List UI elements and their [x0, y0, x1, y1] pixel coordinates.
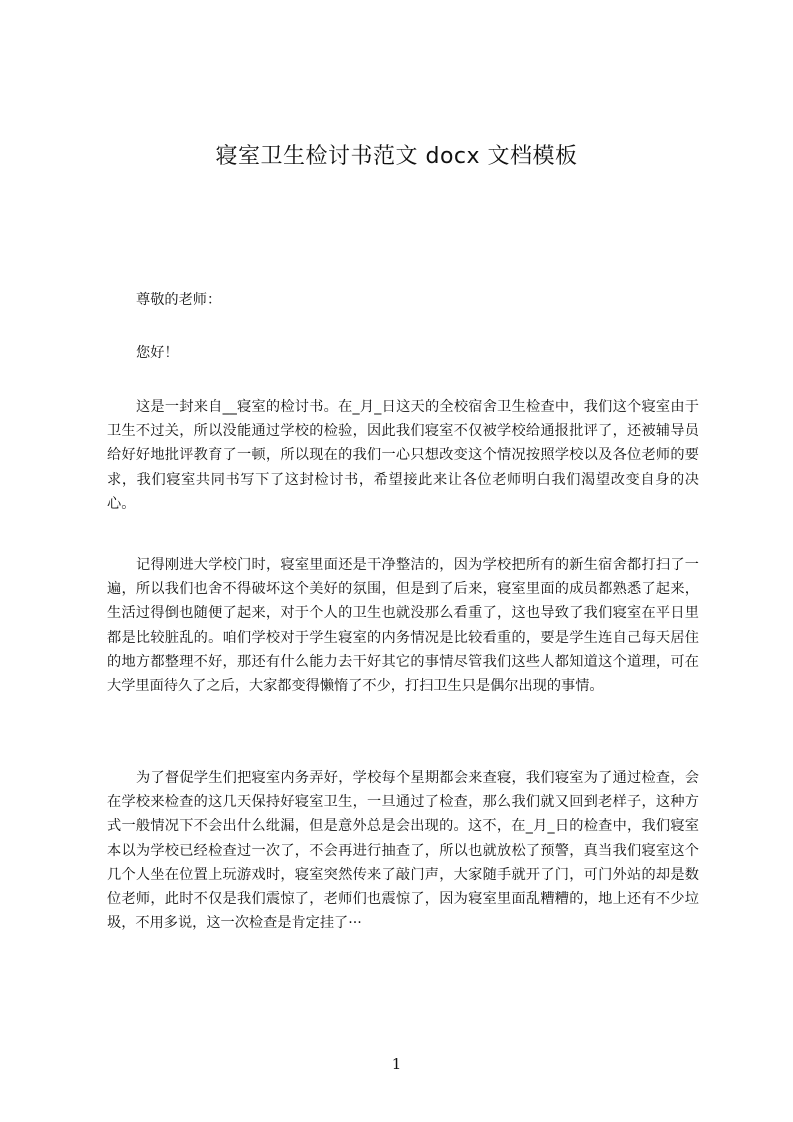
page-number: 1: [391, 1055, 402, 1073]
paragraph-2: 记得刚进大学校门时，寝室里面还是干净整洁的，因为学校把所有的新生宿舍都打扫了一遍，所以我们也舍不得破坏这个美好的氛围，但是到了后来，寝室里面的成员都熟悉了起来，生活过得倒也随便了起来，对于个人的卫生也就没那么看重了，这也导致了我们寝室在平日里都是比较脏乱的。咱们学校对于学生寝室的内务情况是比较看重的，要是学生连自己每天居住的地方都整理不好，那还有什么能力去干好其它的事情尽管我们这些人都知道这个道理，可在大学里面待久了之后，大家都变得懒惰了不少，打扫卫生只是偶尔出现的事情。: [107, 557, 699, 695]
salutation: 尊敬的老师：: [136, 292, 222, 308]
document-title: 寝室卫生检讨书范文 docx 文档模板: [215, 144, 578, 169]
paragraph-3: 为了督促学生们把寝室内务弄好，学校每个星期都会来查寝，我们寝室为了通过检查，会在学校来检查的这几天保持好寝室卫生，一旦通过了检查，那么我们就又回到老样子，这种方式一般情况下不会出什么纰漏，但是意外总是会出现的。这不，在_月_日的检查中，我们寝室本以为学校已经检查过一次了，不会再进行抽查了，所以也就放松了预警，真当我们寝室这个几个人坐在位置上玩游戏时，寝室突然传来了敲门声，大家随手就开了门，可门外站的却是数位老师，此时不仅是我们震惊了，老师们也震惊了，因为寝室里面乱糟糟的，地上还有不少垃圾，不用多说，这一次检查是肯定挂了···: [107, 770, 699, 932]
greeting: 您好！: [136, 345, 179, 361]
paragraph-1: 这是一封来自__寝室的检讨书。在_月_日这天的全校宿舍卫生检查中，我们这个寝室由于卫生不过关，所以没能通过学校的检验，因此我们寝室不仅被学校给通报批评了，还被辅导员给好好地批评教育了一顿，所以现在的我们一心只想改变这个情况按照学校以及各位老师的要求，我们寝室共同书写下了这封检讨书，希望接此来让各位老师明白我们渴望改变自身的决心。: [107, 399, 699, 512]
